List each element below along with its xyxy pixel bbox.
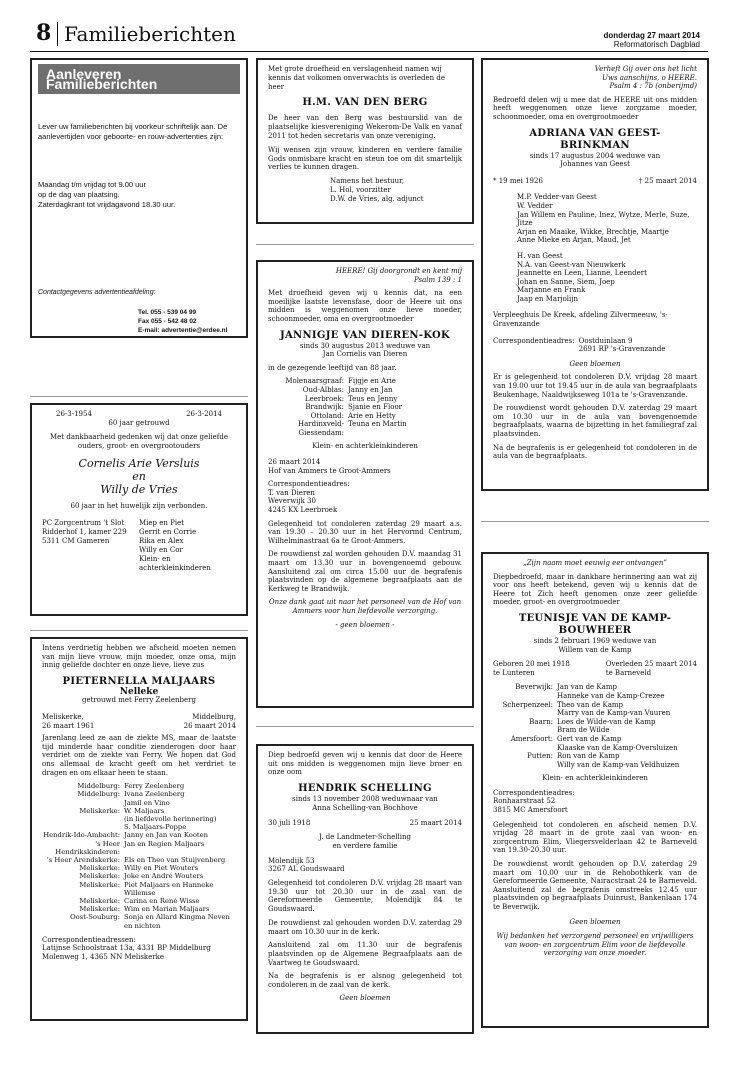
family-location: Beverwijk: <box>515 683 553 692</box>
family-row <box>42 790 236 798</box>
schelling-text-3: Aansluitend zal om 11.30 uur de begrafenis plaatsvinden op de Algemene Begraafplaats aan de Vaartweg te Goudswaard. <box>268 941 462 967</box>
family-members: Willy en Piet Wouters <box>124 864 199 873</box>
maljaars-family-list <box>42 782 236 930</box>
jubilee-dates <box>42 410 236 419</box>
family-location: Meliskerke: <box>79 806 120 815</box>
contact-tel: Tel. 055 - 539 04 99 <box>138 309 197 316</box>
dierenkok-corr-label: Correspondentieadres: <box>268 480 350 489</box>
dierenkok-text-2: De rouwdienst zal worden gehouden D.V. maandag 31 maart om 13.30 uur in bovengenoemd gebouw. Aansluitend zal om circa 15.00 uur de begrafenis plaatsvinden op de algemene begraafplaats aan de Kerkweg te Brandwijk. <box>268 550 462 593</box>
vangeest-spouse: Johannes van Geest <box>560 160 630 169</box>
family-members: Els en Theo van Stuijvenberg <box>124 855 226 864</box>
family-row <box>42 881 236 897</box>
family-location: Molenaarsgraaf: <box>285 377 344 386</box>
family-row <box>268 420 462 437</box>
family-location: Hardinxveld-Giessendam: <box>298 420 344 437</box>
vandenberg-intro: Met grote droefheid en verslagenheid namen wij kennis dat volkomen onverwachts is overleden de heer <box>268 65 445 91</box>
dierenkok-grandchildren: Klein- en achterkleinkinderen <box>312 441 418 450</box>
family-row <box>42 782 236 790</box>
vangeest-name-1: ADRIANA VAN GEEST- <box>529 127 661 139</box>
vangeest-text-2: De rouwdienst wordt gehouden D.V. zaterdag 29 maart om 10.30 uur in de aula van bovengenoemde begraafplaats, waarna de bijzetting in het familiegraf zal plaatsvinden. <box>493 404 697 438</box>
vandekamp-thanks: Wij bedanken het verzorgend personeel en vrijwilligers van woon- en zorgcentrum Elim voor de liefdevolle verzorging van onze moeder. <box>496 932 694 958</box>
family-members: Marry van de Kamp-van Vuuren <box>557 709 671 718</box>
dierenkok-text-1: Gelegenheid tot condoleren zaterdag 29 maart a.s. van 19.30 – 20.30 uur in het Hervormd Centrum, Wilhelminastraat 6a te Groot-Ammers. <box>268 519 462 545</box>
vangeest-corr-lines <box>579 337 666 354</box>
death-place: te Barneveld <box>605 668 652 677</box>
birth-date: 30 juli 1918 <box>268 818 311 827</box>
family-member: Jeannette en Leen, Lianne, Leendert <box>517 269 647 278</box>
schelling-family-1: J. de Landmeter-Schelling <box>319 833 411 842</box>
vangeest-verse-2: Uws aanschijns, o HEERE. <box>602 73 697 82</box>
death-date: 25 maart 2014 <box>409 818 462 827</box>
family-row <box>42 840 236 856</box>
family-members: W. Maljaars <box>124 806 165 815</box>
family-location <box>42 815 124 823</box>
family-location: Meliskerke: <box>79 864 120 873</box>
family-members: Jan en Regien Maljaars <box>124 839 205 848</box>
vangeest-care: Verpleeghuis De Kreek, afdeling Zilvermeeuw, 's-Gravenzande <box>493 311 668 329</box>
family-location: 's Heer Hendrikskinderen: <box>55 839 120 856</box>
vandekamp-name-2: BOUWHEER <box>558 624 632 636</box>
family-members: Ron van de Kamp <box>557 752 620 761</box>
jubilee-address-line: Ridderhof 1, kamer 229 <box>42 528 127 536</box>
notice-time-1: Maandag t/m vrijdag tot 9.00 uur <box>38 180 146 189</box>
dierenkok-since: sinds 30 augustus 2013 weduwe van <box>299 341 431 350</box>
family-members: Wim en Marian Maljaars <box>124 905 210 914</box>
signature-line: L. Hol, voorzitter <box>330 185 391 194</box>
jubilee-child: Gerrit en Corrie <box>139 528 197 536</box>
maljaars-death <box>184 713 236 730</box>
family-location: Ottoland: <box>310 411 344 420</box>
schelling-text-1: Gelegenheid tot condoleren D.V. vrijdag 28 maart van 19.30 uur tot 20.30 uur in de zaal van de Gereformeerde Gemeente, Molendijk 84 te Goudswaard. <box>268 879 462 914</box>
vandenberg-text-1: De heer van den Berg was bestuurslid van de plaatselijke kiesvereniging Wekerom-De Valk en vanaf 2011 tot heden secretaris van onze vereniging. <box>268 114 462 140</box>
family-location: Amersfoort: <box>510 734 553 743</box>
family-row <box>42 815 236 823</box>
notice-box <box>30 58 248 338</box>
family-members: Ivana Zeelenberg <box>124 790 185 799</box>
vangeest-ref: Psalm 4 : 7b (onberijmd) <box>609 82 697 91</box>
family-row <box>493 718 697 727</box>
jubilee-date-end: 26-3-2014 <box>186 410 222 418</box>
vandenberg-ad <box>256 58 474 224</box>
schelling-intro: Diep bedroefd geven wij u kennis dat door de Heere uit ons midden is weggenomen mijn lieve broer en onze oom <box>268 751 462 777</box>
maljaars-birth <box>42 713 94 730</box>
family-row <box>42 913 236 929</box>
vandekamp-verse: „Zijn naam moet eeuwig eer ontvangen” <box>523 559 667 567</box>
vandenberg-name: H.M. VAN DEN BERG <box>302 97 428 109</box>
section-title: Familieberichten <box>64 22 236 46</box>
vangeest-family-list <box>517 193 697 245</box>
family-members: Gert van de Kamp <box>557 734 622 743</box>
family-members: Sjanie en Floor <box>348 403 403 412</box>
family-row <box>493 761 697 770</box>
jubilee-child: Klein- en <box>139 555 171 563</box>
vandekamp-grandchildren: Klein- en achterkleinkinderen <box>542 774 648 783</box>
maljaars-ad <box>30 637 248 1021</box>
schelling-since: sinds 13 november 2008 weduwnaar van <box>292 795 438 804</box>
jubilee-en: en <box>132 470 146 483</box>
family-member: Arjan en Maaike, Wikke, Brechtje, Maartje <box>517 227 669 236</box>
vandekamp-birth <box>493 660 570 677</box>
vandekamp-ad <box>481 552 709 1028</box>
jubilee-address-line: 5311 CM Gameren <box>42 537 110 545</box>
vandekamp-corr-1: Ronhaarstraat 52 <box>493 797 556 806</box>
family-location: Scherpenzeel: <box>502 700 553 709</box>
dierenkok-thanks: Onze dank gaat uit naar het personeel van de Hof van Ammers voor hun liefdevolle verzorging. <box>268 598 462 615</box>
family-members: Joke en André Wouters <box>124 872 204 881</box>
vandekamp-corr-label: Correspondentieadres: <box>493 788 575 797</box>
vangeest-flowers: Geen bloemen <box>569 359 621 368</box>
jubilee-name-2: Willy de Vries <box>100 483 178 496</box>
notice-times <box>38 180 240 210</box>
family-members: Bram de Wilde <box>557 726 610 735</box>
schelling-text-2: De rouwdienst zal gehouden worden D.V. zaterdag 29 maart om 10.30 uur in de kerk. <box>268 918 462 936</box>
vandekamp-name-1: TEUNISJE VAN DE KAMP- <box>518 612 672 624</box>
jubilee-address-line: PC Zorgcentrum 't Slot <box>42 519 125 527</box>
maljaars-married: getrouwd met Ferry Zeelenberg <box>82 696 196 705</box>
column-3 <box>481 58 709 1044</box>
vangeest-family-list-2 <box>517 252 697 304</box>
family-row <box>42 831 236 839</box>
family-row <box>268 395 462 404</box>
vandekamp-text-1: Gelegenheid tot condoleren en afscheid nemen D.V. vrijdag 28 maart in de grote zaal van woon- en zorgcentrum Elim, Vliegersvelderlaan 42 te Barneveld van 19.30-20.30 uur. <box>493 820 697 855</box>
vandekamp-since: sinds 2 februari 1969 weduwe van <box>533 636 657 645</box>
family-member: M.P. Vedder-van Geest <box>517 193 597 202</box>
schelling-text-4: Na de begrafenis is er alsnog gelegenheid tot condoleren in de zaal van de kerk. <box>268 972 462 990</box>
header-divider <box>57 22 58 46</box>
vangeest-verse-1: Verheft Gij over ons het licht <box>594 65 697 73</box>
corr-line: Oostduinlaan 9 <box>578 336 633 345</box>
divider <box>30 630 248 631</box>
death-date: Overleden 25 maart 2014 <box>605 660 697 669</box>
family-members: Piet Maljaars en Hanneke Willemse <box>124 880 214 897</box>
family-members: Jan van de Kamp <box>557 683 617 692</box>
vangeest-ad <box>481 58 709 491</box>
family-members: Ferry Zeelenberg <box>124 782 185 791</box>
vandekamp-flowers: Geen bloemen <box>569 917 621 926</box>
vangeest-corr <box>493 337 697 354</box>
vangeest-name-2: BRINKMAN <box>560 139 630 151</box>
signature-line: D.W. de Vries, alg. adjunct <box>330 194 424 203</box>
family-row <box>268 377 462 386</box>
family-location: Middelburg: <box>77 782 120 791</box>
family-row <box>493 752 697 761</box>
family-member: Marjanne en Frank <box>517 286 586 295</box>
schelling-flowers: Geen bloemen <box>339 993 391 1002</box>
family-members: Teuna en Martin <box>348 420 407 429</box>
divider <box>30 396 248 397</box>
family-location <box>493 726 557 735</box>
column-2 <box>256 58 474 1044</box>
notice-time-3: Zaterdagkrant tot vrijdagavond 18.30 uur. <box>38 200 176 209</box>
vandekamp-dates <box>493 660 697 677</box>
family-member: Anne Mieke en Arjan, Maud, Jet <box>517 236 631 245</box>
family-row <box>493 735 697 744</box>
divider <box>256 726 474 727</box>
birth-place: Meliskerke, <box>42 712 84 721</box>
family-row <box>493 744 697 753</box>
family-location: Hendrik-Ido-Ambacht: <box>43 831 120 840</box>
family-members: Janny en Jan <box>348 385 393 394</box>
jubilee-text: 60 jaar in het huwelijk zijn verbonden. <box>70 502 208 510</box>
family-member: H. van Geest <box>517 251 563 260</box>
family-row <box>42 905 236 913</box>
schelling-name: HENDRIK SCHELLING <box>298 783 432 795</box>
family-row <box>42 864 236 872</box>
dierenkok-family-list <box>268 377 462 437</box>
family-row <box>493 709 697 718</box>
family-row <box>268 403 462 412</box>
death-date: 26 maart 2014 <box>183 721 236 730</box>
family-members: Carina en René Wisse <box>124 896 200 905</box>
newspaper-name: Reformatorisch Dagblad <box>613 40 700 49</box>
contact-email: E-mail: advertentie@erdee.nl <box>138 327 228 334</box>
schelling-addr-2: 3267 AL Goudswaard <box>268 865 345 874</box>
maljaars-corr-2: Molenweg 1, 4365 NN Meliskerke <box>42 952 165 961</box>
jubilee-address <box>42 519 139 573</box>
schelling-dates <box>268 819 462 828</box>
vangeest-text-1: Er is gelegenheid tot condoleren D.V. vrijdag 28 maart van 19.00 uur tot 19.45 uur in de aula van begraafplaats Beukenhage, Naaldwijkseweg 101a te 's-Gravenzande. <box>493 373 697 399</box>
header-rule <box>30 51 708 52</box>
family-row <box>493 701 697 710</box>
jubilee-children <box>139 519 236 573</box>
dierenkok-verse: HEERE! Gij doorgrondt en kent mij <box>335 267 462 275</box>
family-location <box>493 692 557 701</box>
dierenkok-corr-line: T. van Dieren <box>268 488 315 497</box>
vandekamp-family-list <box>493 683 697 769</box>
family-location: Middelburg: <box>77 790 120 799</box>
family-member: W. Vedder <box>517 201 553 210</box>
family-location <box>493 761 557 770</box>
notice-time-2: op de dag van plaatsing. <box>38 190 120 199</box>
vangeest-since: sinds 17 augustus 2004 weduwe van <box>529 151 661 160</box>
family-members: Teus en Jenny <box>348 394 398 403</box>
family-members: Sonja en Allard Kingma Neven en nichten <box>124 913 230 930</box>
dierenkok-ad <box>256 260 474 708</box>
vandekamp-death <box>606 660 697 677</box>
family-members: Arie en Hetty <box>348 411 396 420</box>
signature-line: Namens het bestuur, <box>330 177 404 186</box>
divider <box>481 521 709 522</box>
jubilee-intro: Met dankbaarheid gedenken wij dat onze geliefde ouders, groot- en overgrootouders <box>50 433 228 450</box>
family-location: Oost-Souburg: <box>70 913 120 922</box>
issue-date: donderdag 27 maart 2014 <box>603 31 700 40</box>
contact-fax: Fax 055 - 542 48 02 <box>138 318 197 325</box>
family-members: Hanneke van de Kamp-Crezee <box>557 691 665 700</box>
maljaars-nickname: Nelleke <box>119 686 159 697</box>
family-location: Brandwijk: <box>305 403 344 412</box>
family-row <box>42 807 236 815</box>
dierenkok-ref: Psalm 139 : 1 <box>413 275 462 284</box>
jubilee-name-1: Cornelis Arie Versluis <box>78 457 200 470</box>
family-members: Theo van de Kamp <box>557 700 623 709</box>
jubilee-child: Miep en Piet <box>139 519 185 527</box>
schelling-family-2: en verdere familie <box>332 841 398 850</box>
family-member: Johan en Sanne, Siem, Joep <box>517 277 615 286</box>
vangeest-text-3: Na de begrafenis is er gelegenheid tot condoleren in de aula van de begraafplaats. <box>493 443 697 461</box>
family-location <box>493 744 557 753</box>
maljaars-intro: Intens verdrietig hebben we afscheid moeten nemen van mijn lieve vrouw, mijn moeder, onze oma, mijn innig geliefde dochter en onze lieve, lieve zus <box>42 644 236 670</box>
maljaars-name: PIETERNELLA MALJAARS <box>62 675 216 687</box>
vangeest-dates <box>493 177 697 186</box>
family-members: Jamil en Vino <box>124 798 170 807</box>
birth-date: * 19 mei 1926 <box>493 176 543 185</box>
family-location <box>42 823 124 831</box>
death-place: Middelburg, <box>192 712 236 721</box>
vangeest-corr-label: Correspondentieadres: <box>493 336 575 345</box>
maljaars-text: Jarenlang leed ze aan de ziekte MS, maar de laatste tijd minderde haar conditie zienderogen door haar verdriet om de ziekte van Ferry. We hopen dat God ons allemaal de kracht geeft om het verdriet te dragen en om elkaar heen te staan. <box>42 734 236 777</box>
family-members: Fijgje en Arie <box>348 377 396 386</box>
family-members: (in liefdevolle herinnering) <box>124 814 217 823</box>
family-member: Jan Willem en Pauline, Inez, Wytze, Merle, Suze, Jitze <box>517 210 690 228</box>
family-row <box>493 683 697 692</box>
family-members: Loes de Wilde-van de Kamp <box>557 717 656 726</box>
jubilee-years: 60 jaar getrouwd <box>108 419 170 427</box>
corr-line: 2691 RP 's-Gravenzande <box>578 345 666 354</box>
birth-place: te Lunteren <box>493 668 535 677</box>
column-1 <box>30 58 248 1044</box>
family-location: 's Heer Arendskerke: <box>46 855 120 864</box>
family-location: Leerbroek: <box>304 394 344 403</box>
maljaars-corr-1: Latijnse Schoolstraat 13a, 4331 BP Middelburg <box>42 944 211 953</box>
death-date: † 25 maart 2014 <box>638 176 697 185</box>
dierenkok-spouse: Jan Cornelis van Dieren <box>322 350 408 359</box>
family-row <box>42 872 236 880</box>
vandekamp-intro: Diepbedroefd, maar in dankbare herinnering aan wat zij voor ons heeft betekend, geven wij u kennis dat de Heere tot Zich heeft genomen onze zeer geliefde moeder, groot- en overgrootmoeder <box>493 572 697 607</box>
maljaars-dates <box>42 713 236 730</box>
family-row <box>42 856 236 864</box>
schelling-spouse: Anna Schelling-van Bochhove <box>312 803 418 812</box>
family-row <box>493 726 697 735</box>
family-row <box>42 799 236 807</box>
family-row <box>268 412 462 421</box>
notice-intro: Lever uw familieberichten bij voorkeur schriftelijk aan. De aanlevertijden voor geboorte- en rouw-advertenties zijn: <box>38 122 228 141</box>
dierenkok-name: JANNIGJE VAN DIEREN-KOK <box>279 329 451 341</box>
family-row <box>42 823 236 831</box>
family-members: Willy van de Kamp-van Veldhuizen <box>557 760 680 769</box>
page-number: 8 <box>36 20 52 46</box>
family-location: Baarn: <box>529 717 553 726</box>
vangeest-intro: Bedroefd delen wij u mee dat de HEERE uit ons midden heeft weggenomen onze lieve zorgzame moeder, schoonmoeder, oma en overgrootmoeder <box>493 95 697 121</box>
dierenkok-corr-line: 4245 KX Leerbroek <box>268 506 338 515</box>
family-location: Putten: <box>527 752 553 761</box>
jubilee-child: achterkleinkinderen <box>139 564 211 572</box>
family-location <box>493 709 557 718</box>
birth-date: Geboren 20 mei 1918 <box>493 660 570 669</box>
dierenkok-date: 26 maart 2014 <box>268 458 321 467</box>
vandenberg-signature <box>330 177 462 203</box>
family-row <box>493 692 697 701</box>
dierenkok-intro: Met droefheid geven wij u kennis dat, na een moeilijke laatste levensfase, door de Heere uit ons midden is weggenomen onze lieve moeder, schoonmoeder, oma en overgrootmoeder <box>268 289 462 323</box>
dierenkok-corr-line: Weverwijk 30 <box>268 497 316 506</box>
family-members: S. Maljaars-Poppe <box>124 823 187 832</box>
family-member: N.A. van Geest-van Nieuwkerk <box>517 260 626 269</box>
family-location: Meliskerke: <box>79 872 120 881</box>
vandenberg-text-2: Wij wensen zijn vrouw, kinderen en verdere familie Gods onmisbare kracht en steun toe om dit smartelijk verlies te kunnen dragen. <box>268 145 462 172</box>
jubilee-child: Willy en Cor <box>139 546 183 554</box>
family-members: Klaaske van de Kamp-Oversluizen <box>557 743 678 752</box>
divider <box>256 244 474 245</box>
birth-date: 26 maart 1961 <box>42 721 95 730</box>
family-member: Jaap en Marjolijn <box>517 294 578 303</box>
dierenkok-flowers: - geen bloemen - <box>335 620 395 629</box>
vandekamp-corr-2: 3815 MC Amersfoort <box>493 806 568 815</box>
vandekamp-spouse: Willem van de Kamp <box>558 645 632 654</box>
family-location: Meliskerke: <box>79 905 120 914</box>
family-location: Meliskerke: <box>79 880 120 889</box>
notice-title: Aanleveren Familieberichten <box>38 64 240 94</box>
header-meta <box>604 31 700 49</box>
jubilee-footer <box>42 519 236 573</box>
jubilee-date-start: 26-3-1954 <box>56 410 92 418</box>
jubilee-child: Rika en Alex <box>139 537 184 545</box>
family-members: Janny en Jan van Kooten <box>124 831 209 840</box>
dierenkok-age: in de gezegende leeftijd van 88 jaar. <box>268 363 397 372</box>
family-location: Meliskerke: <box>79 896 120 905</box>
family-location <box>42 799 124 807</box>
contact-label: Contactgegevens advertentieafdeling: <box>38 289 156 296</box>
jubilee-ad <box>30 403 248 616</box>
family-row <box>268 386 462 395</box>
schelling-ad <box>256 744 474 1034</box>
family-location: Oud-Alblas: <box>302 385 344 394</box>
contact-details <box>138 308 240 335</box>
family-row <box>42 897 236 905</box>
maljaars-corr-label: Correspondentieadressen: <box>42 935 136 944</box>
vandekamp-text-2: De rouwdienst wordt gehouden op D.V. zaterdag 29 maart om 10.00 uur in de Rehobothkerk van de Gereformeerde Gemeente, Nairacstraat 24 te Barneveld. Aansluitend zal de begrafenis omstreeks 12.45 uur plaatsvinden op begraafplaats Duinrust, Bankenlaan 174 te Beverwijk. <box>493 860 697 911</box>
schelling-addr-1: Molendijk 53 <box>268 856 315 865</box>
dierenkok-place: Hof van Ammers te Groot-Ammers <box>268 466 391 475</box>
